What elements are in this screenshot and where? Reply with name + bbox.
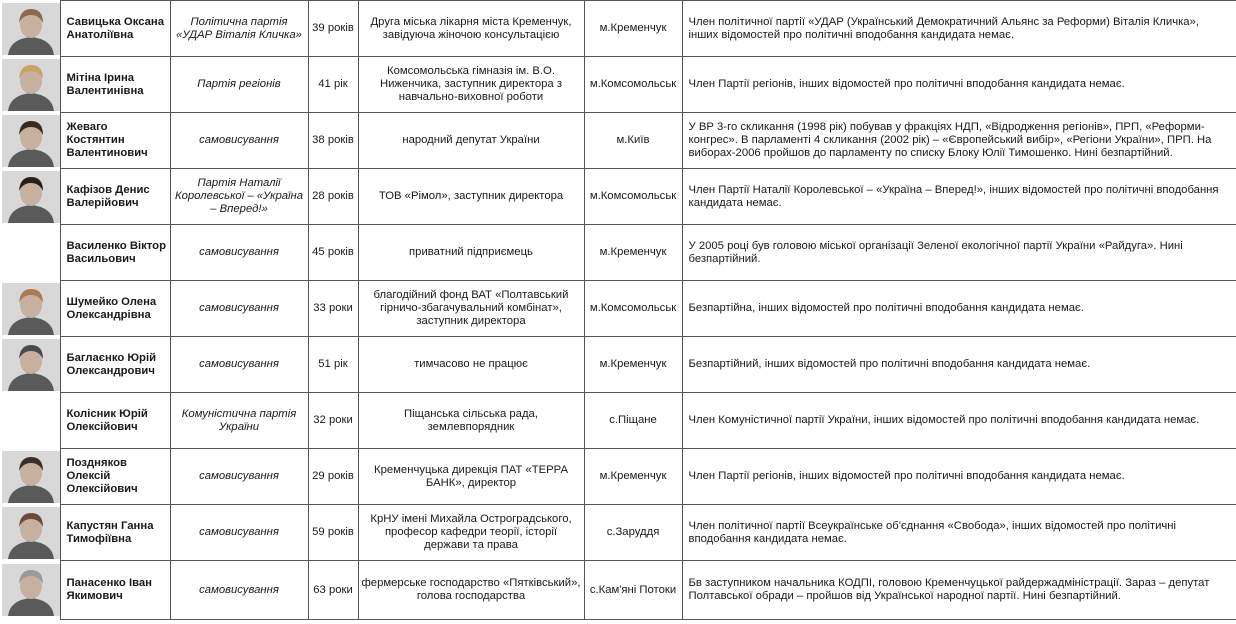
candidate-job: фермерське господарство «Пятківський», голова господарства	[358, 561, 584, 620]
photo-cell	[0, 281, 60, 337]
candidate-info: У 2005 році був головою міської організації Зеленої екологічної партії України «Райдуга». Нині безпартійний.	[682, 225, 1236, 281]
candidate-job: Кременчуцька дирекція ПАТ «ТЕРРА БАНК», директор	[358, 449, 584, 505]
candidate-age: 38 років	[308, 113, 358, 169]
candidate-party: самовисування	[170, 337, 308, 393]
candidate-place: м.Київ	[584, 113, 682, 169]
candidate-job: Комсомольська гімназія ім. В.О. Ниженчика, заступник директора з навчально-виховної роботи	[358, 57, 584, 113]
photo-cell	[0, 337, 60, 393]
candidate-photo	[2, 339, 60, 391]
candidate-place: м.Комсомольськ	[584, 281, 682, 337]
table-row	[0, 505, 1236, 561]
candidate-party: самовисування	[170, 449, 308, 505]
candidate-job: Піщанська сільська рада, землевпорядник	[358, 393, 584, 449]
candidate-party: Партія Наталії Королевської – «Україна – Вперед!»	[170, 169, 308, 225]
candidate-age: 39 років	[308, 1, 358, 57]
candidate-place: с.Заруддя	[584, 505, 682, 561]
candidate-photo	[2, 564, 60, 616]
candidate-job: благодійний фонд ВАТ «Полтавський гірничо-збагачувальний комбінат», заступник директора	[358, 281, 584, 337]
candidate-photo	[2, 283, 60, 335]
photo-cell	[0, 1, 60, 57]
candidate-place: м.Кременчук	[584, 337, 682, 393]
candidate-party: Партія регіонів	[170, 57, 308, 113]
candidate-place: с.Кам'яні Потоки	[584, 561, 682, 620]
candidate-age: 45 років	[308, 225, 358, 281]
candidate-photo	[2, 59, 60, 111]
candidate-info: Член Партії регіонів, інших відомостей про політичні вподобання кандидата немає.	[682, 57, 1236, 113]
candidate-photo	[2, 171, 60, 223]
candidate-place: м.Кременчук	[584, 1, 682, 57]
candidate-name: Колісник Юрій Олексійович	[60, 393, 170, 449]
photo-cell	[0, 113, 60, 169]
candidate-place: м.Комсомольськ	[584, 57, 682, 113]
candidate-name: Мітіна Ірина Валентинівна	[60, 57, 170, 113]
table-row	[0, 393, 1236, 449]
candidate-place: м.Кременчук	[584, 225, 682, 281]
candidate-info: Бв заступником начальника КОДПІ, головою Кременчуцької райдержадміністрації. Зараз – депутат Полтавської обради – пройшов від Української народної партії. Нині безпартійний.	[682, 561, 1236, 620]
candidate-age: 32 роки	[308, 393, 358, 449]
candidate-info: Член Партії регіонів, інших відомостей про політичні вподобання кандидата немає.	[682, 449, 1236, 505]
candidate-name: Капустян Ганна Тимофіївна	[60, 505, 170, 561]
candidate-job: народний депутат України	[358, 113, 584, 169]
candidate-photo	[2, 115, 60, 167]
photo-cell	[0, 505, 60, 561]
candidate-info: У ВР 3-го скликання (1998 рік) побував у фракціях НДП, «Відродження регіонів», ПРП, «Реформи-конгрес». В парламенті 4 скликання (2002 рік) – «Європейський вибір», «Регіони України», ПРП. На виборах-2006 пройшов до парламенту по списку Блоку Юлії Тимошенко. Нині безпартійний.	[682, 113, 1236, 169]
candidate-name: Шумейко Олена Олександрівна	[60, 281, 170, 337]
table-row	[0, 225, 1236, 281]
photo-cell	[0, 169, 60, 225]
photo-cell	[0, 561, 60, 620]
candidate-name: Кафізов Денис Валерійович	[60, 169, 170, 225]
candidate-age: 28 років	[308, 169, 358, 225]
candidate-age: 41 рік	[308, 57, 358, 113]
candidate-party: самовисування	[170, 505, 308, 561]
candidate-job: ТОВ «Рімол», заступник директора	[358, 169, 584, 225]
candidate-info: Безпартійний, інших відомостей про політичні вподобання кандидата немає.	[682, 337, 1236, 393]
table-row	[0, 337, 1236, 393]
candidate-party: самовисування	[170, 113, 308, 169]
candidate-info: Член Партії Наталії Королевської – «Україна – Вперед!», інших відомостей про політичні вподобання кандидата немає.	[682, 169, 1236, 225]
table-row	[0, 1, 1236, 57]
candidate-party: самовисування	[170, 281, 308, 337]
candidate-photo	[2, 451, 60, 503]
candidate-age: 29 років	[308, 449, 358, 505]
candidate-job: Друга міська лікарня міста Кременчук, завідуюча жіночою консультацією	[358, 1, 584, 57]
candidate-name: Панасенко Іван Якимович	[60, 561, 170, 620]
candidate-name: Баглаєнко Юрій Олександрович	[60, 337, 170, 393]
candidate-info: Безпартійна, інших відомостей про політичні вподобання кандидата немає.	[682, 281, 1236, 337]
candidate-party: Комуністична партія України	[170, 393, 308, 449]
candidate-party: Політична партія «УДАР Віталія Кличка»	[170, 1, 308, 57]
candidate-place: м.Кременчук	[584, 449, 682, 505]
photo-cell	[0, 225, 60, 281]
candidate-age: 63 роки	[308, 561, 358, 620]
table-row	[0, 281, 1236, 337]
candidate-party: самовисування	[170, 225, 308, 281]
candidate-place: м.Комсомольськ	[584, 169, 682, 225]
table-row	[0, 449, 1236, 505]
table-row	[0, 169, 1236, 225]
candidate-place: с.Піщане	[584, 393, 682, 449]
photo-cell	[0, 57, 60, 113]
candidate-info: Член політичної партії «УДАР (Український Демократичний Альянс за Реформи) Віталія Кличка», інших відомостей про політичні вподобання кандидата немає.	[682, 1, 1236, 57]
candidate-photo	[2, 507, 60, 559]
candidate-name: Василенко Віктор Васильович	[60, 225, 170, 281]
candidate-age: 59 років	[308, 505, 358, 561]
candidate-info: Член Комуністичної партії України, інших відомостей про політичні вподобання кандидата немає.	[682, 393, 1236, 449]
table-row	[0, 57, 1236, 113]
candidate-job: приватний підприємець	[358, 225, 584, 281]
candidate-job: КрНУ імені Михайла Остроградського, професор кафедри теорії, історії держави та права	[358, 505, 584, 561]
candidate-photo	[2, 3, 60, 55]
candidate-age: 33 роки	[308, 281, 358, 337]
candidate-name: Савицька Оксана Анатоліївна	[60, 1, 170, 57]
candidate-party: самовисування	[170, 561, 308, 620]
photo-cell	[0, 393, 60, 449]
photo-cell	[0, 449, 60, 505]
table-row	[0, 561, 1236, 620]
candidate-name: Поздняков Олексій Олексійович	[60, 449, 170, 505]
candidate-age: 51 рік	[308, 337, 358, 393]
candidate-info: Член політичної партії Всеукраїнське об'єднання «Свобода», інших відомостей про політичні вподобання кандидата немає.	[682, 505, 1236, 561]
candidates-rows	[0, 1, 1236, 620]
table-row	[0, 113, 1236, 169]
candidate-job: тимчасово не працює	[358, 337, 584, 393]
candidate-name: Жеваго Костянтин Валентинович	[60, 113, 170, 169]
